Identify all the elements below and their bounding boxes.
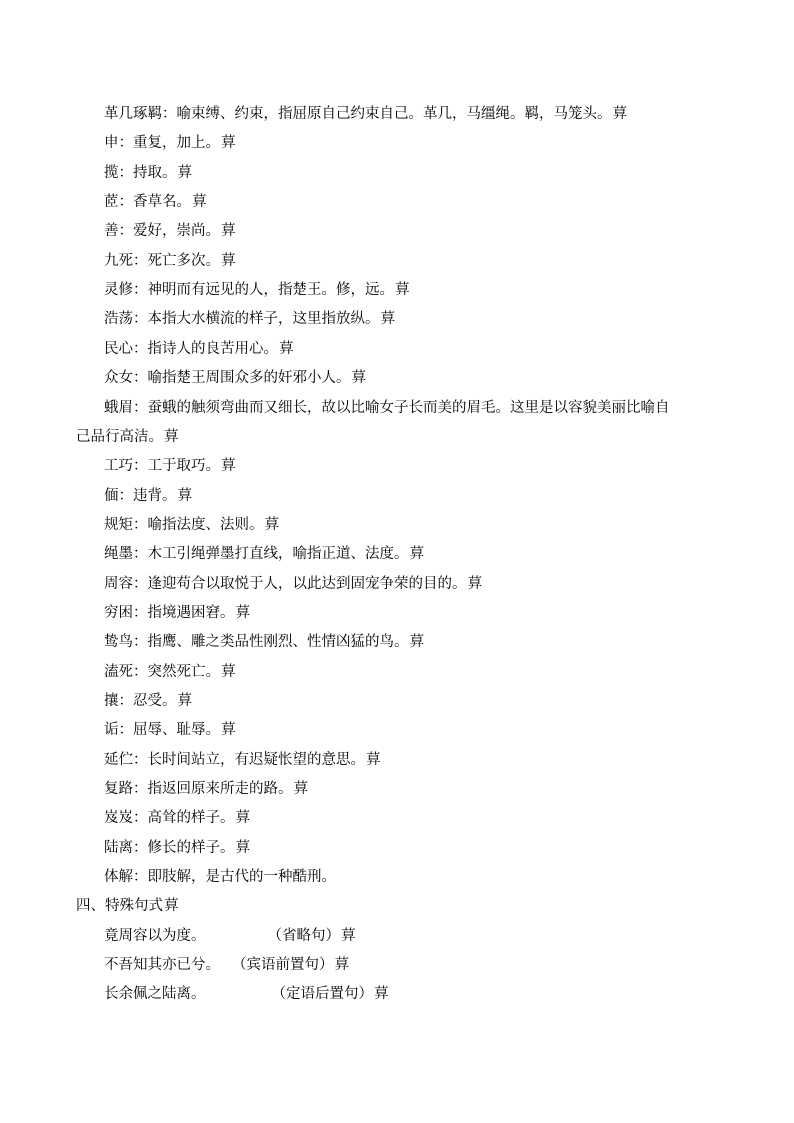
entry-ge-ji-zhuo-ji [104,104,627,124]
entry-text: 攘：忍受。 [104,693,177,709]
paragraph-mark: 萛 [235,840,250,856]
entry-text: 浩荡：本指大水横流的样子，这里指放纵。 [104,311,380,327]
entry-text: 茝：香草名。 [104,194,191,210]
entry-text: 革几琢羁：喻束缚、约束，指屈原自己约束自己。革几，马缰绳。羁，马笼头。 [104,106,612,122]
entry-text: 绳墨：木工引绳弹墨打直线，喻指正道、法度。 [104,546,409,562]
entry-zhou-rong [104,574,482,594]
paragraph-mark: 萛 [164,429,179,445]
sentence-text: 竟周容以为度。 [104,928,206,944]
entry-text: 陆离：修长的样子。 [104,840,235,856]
entry-text: 申：重复，加上。 [104,135,220,151]
paragraph-mark: 萛 [221,458,236,474]
entry-e-mei-line2 [76,427,179,447]
entry-text: 九死：死亡多次。 [104,253,220,269]
paragraph-mark: 萛 [221,664,236,680]
entry-text: 延伫：长时间站立，有迟疑怅望的意思。 [104,752,365,768]
entry-e-mei-line1 [104,398,670,418]
entry-text: 穷困：指境遇困窘。 [104,605,235,621]
paragraph-mark: 萛 [192,194,207,210]
entry-sheng-mo [104,544,424,564]
entry-shan [104,221,236,241]
entry-text: 诟：屈辱、耻辱。 [104,722,220,738]
paragraph-mark: 萛 [164,898,179,914]
entry-ling-xiu [104,280,410,300]
section-heading [76,896,179,916]
paragraph-mark: 萛 [293,781,308,797]
paragraph-mark: 萛 [221,223,236,239]
paragraph-mark: 萛 [612,106,627,122]
paragraph-mark: 萛 [177,488,192,504]
entry-fu-lu [104,779,308,799]
entry-ke-si [104,662,236,682]
paragraph-mark: 萛 [380,311,395,327]
paragraph-mark: 萛 [235,810,250,826]
entry-lu-li [104,838,250,858]
sentence-text: 不吾知其亦已兮。 [104,957,220,973]
entry-text: 偭：违背。 [104,488,177,504]
entry-text: 善：爱好，崇尚。 [104,223,220,239]
paragraph-mark: 萛 [235,605,250,621]
entry-text: 灵修：神明而有远见的人，指楚王。修，远。 [104,282,394,298]
entry-text: 规矩：喻指法度、法则。 [104,517,264,533]
entry-text: 工巧：工于取巧。 [104,458,220,474]
paragraph-mark: 萛 [409,634,424,650]
sentence-example [104,926,356,946]
entry-mian [104,486,192,506]
entry-text: 周容：逢迎苟合以取悦于人，以此达到固宠争荣的目的。 [104,576,467,592]
sentence-type: （定语后置句） [271,986,373,1002]
paragraph-mark: 萛 [366,752,381,768]
entry-lan [104,163,192,183]
paragraph-mark: 萛 [279,341,294,357]
entry-text: 岌岌：高耸的样子。 [104,810,235,826]
sentence-type: （宾语前置句） [232,957,334,973]
entry-text: 体解：即肢解，是古代的一种酷刑。 [104,869,336,885]
paragraph-mark: 萛 [341,928,356,944]
paragraph-mark: 萛 [334,957,349,973]
entry-yan-zhu [104,750,381,770]
entry-text: 揽：持取。 [104,165,177,181]
heading-text: 四、特殊句式 [76,898,163,914]
paragraph-mark: 萛 [467,576,482,592]
paragraph-mark: 萛 [177,693,192,709]
paragraph-mark: 萛 [351,370,366,386]
entry-jiu-si [104,251,236,271]
sentence-example [104,984,389,1004]
paragraph-mark: 萛 [409,546,424,562]
entry-text: 民心：指诗人的良苦用心。 [104,341,278,357]
sentence-example [104,955,349,975]
entry-text: 蛾眉：蚕蛾的触须弯曲而又细长，故以比喻女子长而美的眉毛。这里是以容貌美丽比喻自 [104,400,670,416]
entry-chai [104,192,207,212]
entry-shen [104,133,236,153]
paragraph-mark: 萛 [395,282,410,298]
paragraph-mark: 萛 [221,253,236,269]
entry-text: 鸷鸟：指鹰、雕之类品性刚烈、性情凶猛的鸟。 [104,634,409,650]
entry-text: 复路：指返回原来所走的路。 [104,781,293,797]
entry-qiong-kun [104,603,250,623]
entry-hao-dang [104,309,395,329]
paragraph-mark: 萛 [177,165,192,181]
sentence-type: （省略句） [267,928,340,944]
entry-min-xin [104,339,294,359]
entry-zhi-niao [104,632,424,652]
entry-ti-jie [104,867,336,887]
entry-text: 己品行高洁。 [76,429,163,445]
entry-gui-ju [104,515,279,535]
entry-gong-qiao [104,456,236,476]
entry-gou [104,720,236,740]
entry-rang [104,691,192,711]
paragraph-mark: 萛 [221,135,236,151]
sentence-text: 长余佩之陆离。 [104,986,206,1002]
entry-text: 溘死：突然死亡。 [104,664,220,680]
paragraph-mark: 萛 [221,722,236,738]
entry-text: 众女：喻指楚王周围众多的奸邪小人。 [104,370,351,386]
paragraph-mark: 萛 [374,986,389,1002]
paragraph-mark: 萛 [264,517,279,533]
entry-ji-ji [104,808,250,828]
entry-zhong-nv [104,368,366,388]
